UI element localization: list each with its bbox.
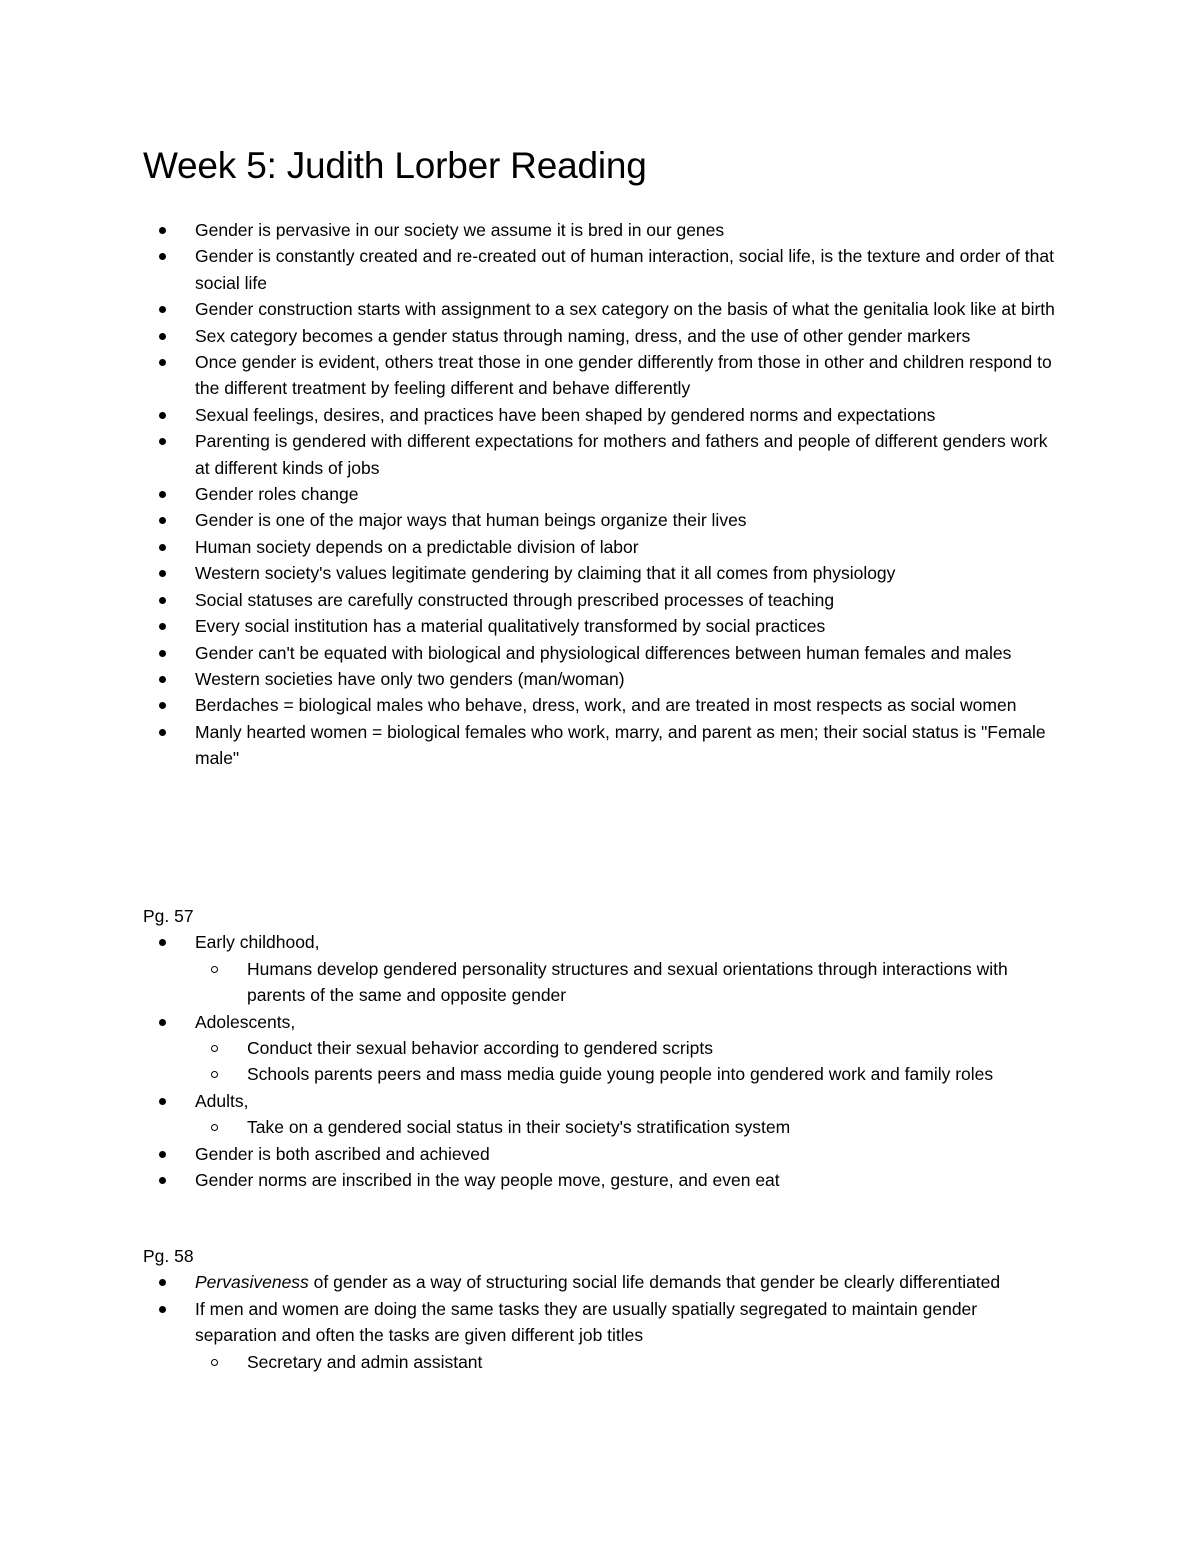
sub-list-item: Schools parents peers and mass media guide young people into gendered work and family roles bbox=[143, 1061, 1063, 1087]
sub-list bbox=[143, 1114, 1063, 1140]
list-item: Gender roles change bbox=[143, 481, 1063, 507]
list-item: Gender is pervasive in our society we assume it is bred in our genes bbox=[143, 217, 1063, 243]
list-item: Berdaches = biological males who behave, dress, work, and are treated in most respects as social women bbox=[143, 692, 1063, 718]
bullet-icon bbox=[143, 349, 181, 402]
list-item: Early childhood, Humans develop gendered personality structures and sexual orientations through interactions with parents of the same and opposite gender bbox=[143, 929, 1063, 1008]
list-item: If men and women are doing the same tasks they are usually spatially segregated to maintain gender separation and often the tasks are given different job titles Secretary and admin assistant bbox=[143, 1296, 1063, 1375]
section-heading: Pg. 58 bbox=[143, 1246, 194, 1266]
bullet-icon bbox=[143, 587, 181, 613]
bullet-icon bbox=[143, 296, 181, 322]
section-list bbox=[143, 929, 1063, 1193]
bullet-icon bbox=[143, 481, 181, 507]
main-bullet-list bbox=[143, 217, 1063, 772]
list-item: Parenting is gendered with different expectations for mothers and fathers and people of different genders work at different kinds of jobs bbox=[143, 428, 1063, 481]
bullet-icon bbox=[143, 560, 181, 586]
bullet-icon bbox=[143, 1296, 181, 1349]
bullet-icon bbox=[143, 323, 181, 349]
bullet-icon bbox=[143, 929, 181, 955]
sub-list bbox=[143, 956, 1063, 1009]
list-item bbox=[143, 1269, 1063, 1295]
circle-bullet-icon bbox=[195, 956, 233, 1009]
list-item: Gender is one of the major ways that human beings organize their lives bbox=[143, 507, 1063, 533]
list-item: Adolescents, Conduct their sexual behavior according to gendered scripts Schools parents peers and mass media guide young people into gendered work and family roles bbox=[143, 1009, 1063, 1088]
bullet-icon bbox=[143, 402, 181, 428]
bullet-icon bbox=[143, 243, 181, 296]
sub-list-item: Humans develop gendered personality structures and sexual orientations through interactions with parents of the same and opposite gender bbox=[143, 956, 1063, 1009]
list-item: Western society's values legitimate gendering by claiming that it all comes from physiology bbox=[143, 560, 1063, 586]
bullet-icon bbox=[143, 1167, 181, 1193]
circle-bullet-icon bbox=[195, 1061, 233, 1087]
bullet-icon bbox=[143, 1088, 181, 1114]
section-pg-57 bbox=[143, 903, 1063, 1193]
sub-list bbox=[143, 1349, 1063, 1375]
emphasis-text: Pervasiveness bbox=[195, 1272, 309, 1293]
bullet-icon bbox=[143, 1269, 181, 1295]
bullet-icon bbox=[143, 613, 181, 639]
bullet-icon bbox=[143, 534, 181, 560]
list-item: Sex category becomes a gender status through naming, dress, and the use of other gender markers bbox=[143, 323, 1063, 349]
bullet-icon bbox=[143, 640, 181, 666]
bullet-icon bbox=[143, 217, 181, 243]
list-item: Gender norms are inscribed in the way people move, gesture, and even eat bbox=[143, 1167, 1063, 1193]
list-item: Gender is both ascribed and achieved bbox=[143, 1141, 1063, 1167]
document-title: Week 5: Judith Lorber Reading bbox=[143, 145, 647, 186]
section-pg-58 bbox=[143, 1243, 1063, 1375]
circle-bullet-icon bbox=[195, 1035, 233, 1061]
section-list bbox=[143, 1269, 1063, 1375]
list-item: Adults, Take on a gendered social status in their society's stratification system bbox=[143, 1088, 1063, 1141]
circle-bullet-icon bbox=[195, 1114, 233, 1140]
list-item: Once gender is evident, others treat those in one gender differently from those in other and children respond to the different treatment by feeling different and behave differently bbox=[143, 349, 1063, 402]
bullet-icon bbox=[143, 692, 181, 718]
circle-bullet-icon bbox=[195, 1349, 233, 1375]
bullet-icon bbox=[143, 666, 181, 692]
bullet-icon bbox=[143, 1009, 181, 1035]
list-item: Social statuses are carefully constructed through prescribed processes of teaching bbox=[143, 587, 1063, 613]
sub-list-item: Conduct their sexual behavior according to gendered scripts bbox=[143, 1035, 1063, 1061]
list-item: Gender can't be equated with biological and physiological differences between human females and males bbox=[143, 640, 1063, 666]
sub-list bbox=[143, 1035, 1063, 1088]
list-item: Gender construction starts with assignment to a sex category on the basis of what the genitalia look like at birth bbox=[143, 296, 1063, 322]
list-item: Human society depends on a predictable division of labor bbox=[143, 534, 1063, 560]
list-item: Western societies have only two genders (man/woman) bbox=[143, 666, 1063, 692]
sub-list-item: Secretary and admin assistant bbox=[143, 1349, 1063, 1375]
list-item: Gender is constantly created and re-created out of human interaction, social life, is the texture and order of that social life bbox=[143, 243, 1063, 296]
bullet-icon bbox=[143, 428, 181, 481]
list-item: Every social institution has a material qualitatively transformed by social practices bbox=[143, 613, 1063, 639]
sub-list-item: Take on a gendered social status in their society's stratification system bbox=[143, 1114, 1063, 1140]
list-item: Sexual feelings, desires, and practices have been shaped by gendered norms and expectations bbox=[143, 402, 1063, 428]
list-item: Manly hearted women = biological females who work, marry, and parent as men; their social status is "Female male" bbox=[143, 719, 1063, 772]
bullet-icon bbox=[143, 507, 181, 533]
pervasiveness-text: Pervasiveness of gender as a way of structuring social life demands that gender be clearly differentiated bbox=[195, 1272, 1001, 1293]
bullet-icon bbox=[143, 719, 181, 772]
section-heading: Pg. 57 bbox=[143, 906, 194, 926]
bullet-icon bbox=[143, 1141, 181, 1167]
